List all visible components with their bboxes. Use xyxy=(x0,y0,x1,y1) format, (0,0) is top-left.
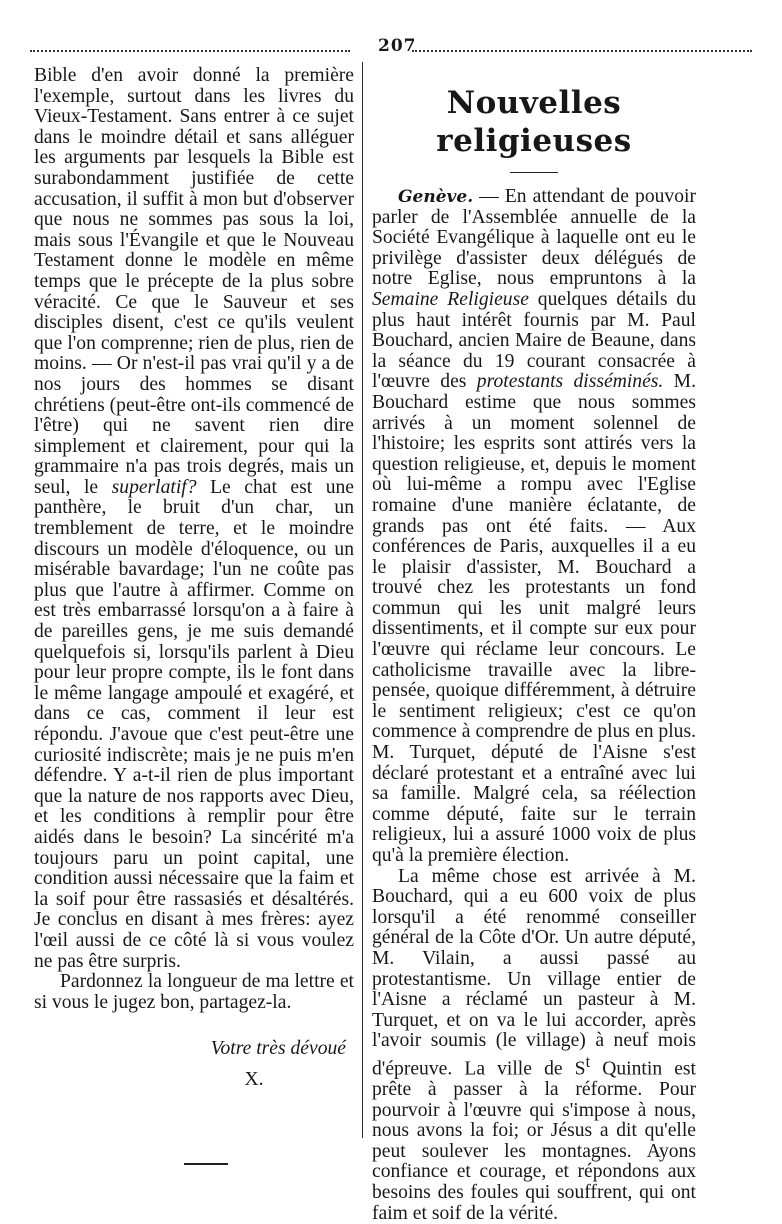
news-paragraph-1-c: M. Bouchard estime que nous sommes arrivés à un moment solennel de l'histoire; les esprits sont attirés vers la question religieuse, et, depuis le moment où lui-même a rompu avec l'Eglise romaine d'une manière éclatante, de grands pas ont été faits. — Aux conférences de Paris, auxquelles il a eu le plaisir d'assister, M. Bouchard a trouvé chez les protestants un fond commun qui les unit malgré leurs dissentiments, et il compte sur eux pour l'œuvre qui réclame leur concours. Le catholicisme travaille avec la libre-pensée, quoique différemment, à détruire le sentiment religieux; c'est ce qu'on commence à comprendre de plus en plus. M. Turquet, député de l'Aisne s'est déclaré protestant et a entraîné avec lui sa famille. Malgré cela, sa réélection comme député, faite sur le terrain religieux, lui a assuré 1000 voix de plus qu'à la première élection. xyxy=(372,371,696,866)
title-rule xyxy=(510,172,558,173)
header-rule-left xyxy=(30,50,350,52)
letter-paragraph-2: Pardonnez la longueur de ma lettre et si vous le jugez bon, partagez-la. xyxy=(34,971,354,1013)
protestants-dissemines-italic: protestants disséminés. xyxy=(476,371,664,393)
news-paragraph-2 xyxy=(372,867,696,1224)
column-divider xyxy=(362,62,363,1138)
section-title: Nouvelles religieuses xyxy=(436,85,632,159)
left-column xyxy=(34,66,354,1165)
letter-signature: X. xyxy=(244,1068,264,1090)
news-paragraph-1-a: — En attendant de pouvoir parler de l'Assemblée annuelle de la Société Evangélique à laquelle ont eu le privilège d'assister deux délégués de notre Eglise, nous empruntons à la xyxy=(372,186,696,290)
right-column xyxy=(372,66,696,1224)
saint-superscript: t xyxy=(585,1051,591,1071)
news-paragraph-1 xyxy=(372,187,696,867)
letter-paragraph-1 xyxy=(34,66,354,972)
page-number: 207 xyxy=(378,36,417,56)
news-paragraph-2-b: Quintin est prête à passer à la réforme. Pour pourvoir à l'œuvre qui s'impose à nous, nous avons la foi; or Jésus a dit qu'elle peut soulever les montagnes. Ayons confiance et courage, et répondons aux besoins des foules qui souffrent, qui ont faim et soif de la vérité. xyxy=(372,1058,696,1224)
place-name: Genève. xyxy=(398,187,474,207)
letter-paragraph-1-end: Le chat est une panthère, le bruit d'un char, un tremblement de terre, et le moindre discours un modèle d'éloquence, ou un misérable bavardage; l'un ne coûte pas plus que l'autre à affirmer. Comme on est très embarrassé lorsqu'on a à faire à de pareilles gens, je me suis demandé quelquefois si, lorsqu'ils parlent à Dieu pour leur propre compte, ils le font dans le même langage ampoulé et exagéré, et dans ce cas, comment il leur est répondu. J'avoue que c'est peut-être une curiosité indiscrète; mais je ne puis m'en défendre. Y a-t-il rien de plus important que la nature de nos rapports avec Dieu, et les conditions à remplir pour être aidés dans le besoin? La sincérité m'a toujours paru un point capital, une condition aussi nécessaire que la faim et la soif pour être rassasiés et désaltérés. Je conclus en disant à mes frères: ayez l'œil aussi de ce côté là si vous voulez ne pas être surpris. xyxy=(34,476,354,972)
news-paragraph-2-a: La même chose est arrivée à M. Bouchard, qui a eu 600 voix de plus lorsqu'il a été renommé conseiller général de la Côte d'Or. Un autre député, M. Vilain, a aussi passé au protestantisme. Un village entier de l'Aisne a réclamé un pasteur à M. Turquet, et on va le lui accorder, après l'avoir soumis (le village) à neuf mois d'épreuve. La ville de S xyxy=(372,865,696,1080)
superlatif-italic: superlatif? xyxy=(111,476,197,498)
letter-signoff: Votre très dévoué xyxy=(210,1038,346,1060)
news-paragraph-1-b: quelques détails du plus haut intérêt fournis par M. Paul Bouchard, ancien Maire de Beaune, dans la séance du 19 courant consacrée à l'œuvre des xyxy=(372,288,696,393)
semaine-religieuse-italic: Semaine Religieuse xyxy=(372,288,529,310)
header-rule-right xyxy=(412,50,752,52)
letter-paragraph-1-text: Bible d'en avoir donné la première l'exemple, surtout dans les livres du Vieux-Testament. Sans entrer à ce sujet dans le moindre détail et sans alléguer les arguments par lesquels la Bible est surabondamment justifiée de cette accusation, il suffit à mon but d'observer que nous ne sommes pas sous la loi, mais sous l'Évangile et que le Nouveau Testament donne le modèle en même temps que le précepte de la plus sobre véracité. Ce que le Sauveur et ses disciples disent, c'est ce qu'ils veulent que l'on comprenne; rien de plus, rien de moins. — Or n'est-il pas vrai qu'il y a de nos jours des hommes se disant chrétiens (peut-être ont-ils commencé de l'être) qui ne savent rien dire simplement et clairement, pour qui la grammaire n'a pas trois degrés, mais un seul, le xyxy=(34,65,354,498)
page-header xyxy=(30,36,752,60)
end-rule xyxy=(184,1163,228,1165)
